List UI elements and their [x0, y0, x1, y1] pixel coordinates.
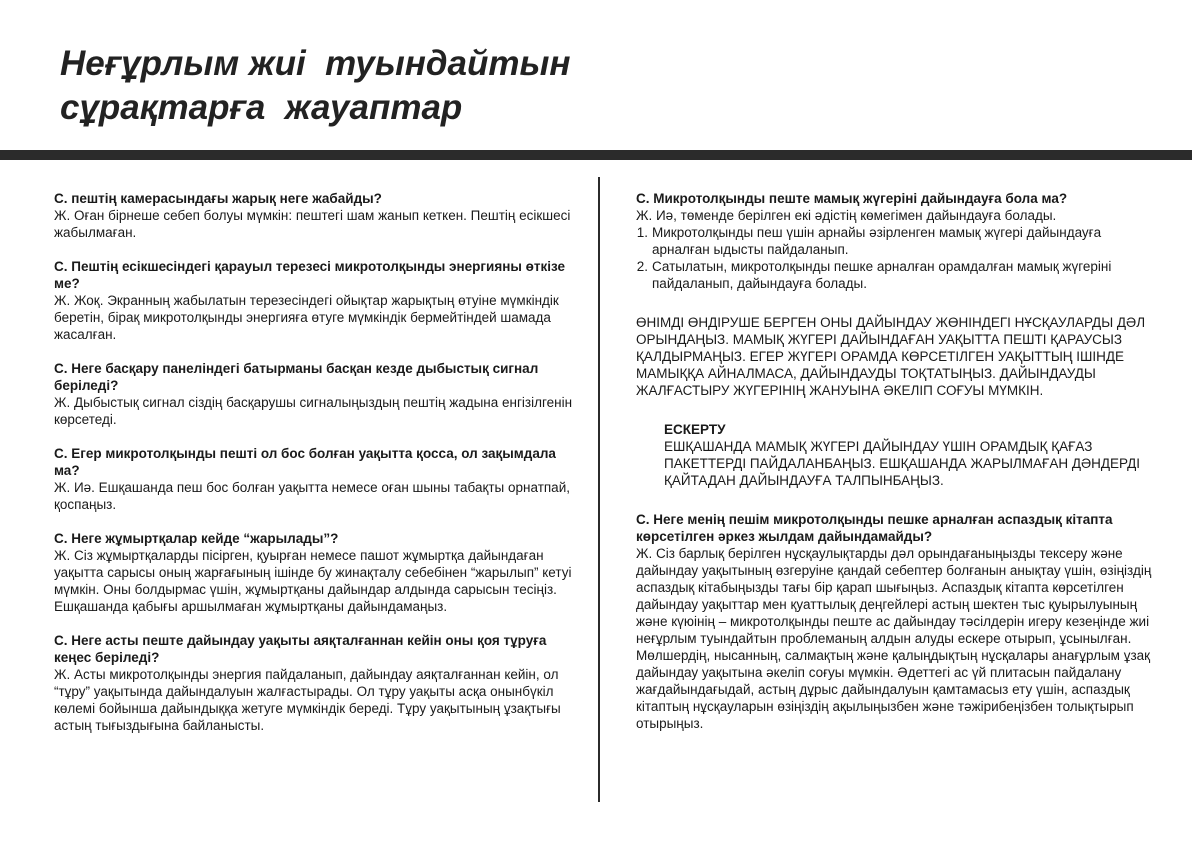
note-heading: ЕСКЕРТУ [664, 422, 726, 437]
list-item [636, 224, 1156, 258]
faq-question: С. Неге асты пеште дайындау уақыты аяқталғаннан кейін оны қоя тұруға кеңес беріледі? [54, 633, 547, 665]
faq-question: С. Пештің есікшесіндегі қарауыл терезесі микротолқынды энергияны өткізе ме? [54, 259, 566, 291]
faq-question: С. Неге жұмыртқалар кейде “жарылады”? [54, 531, 339, 546]
page-title-line-2: сұрақтарға жауаптар [60, 88, 463, 127]
faq-item [54, 530, 574, 615]
method-list [636, 224, 1156, 292]
faq-item [54, 632, 574, 734]
faq-item [54, 360, 574, 428]
faq-answer: Ж. Оған бірнеше себеп болуы мүмкін: пештегі шам жанып кеткен. Пештің есікшесі жабылмаған. [54, 208, 571, 240]
list-item-text: Микротолқынды пеш үшін арнайы әзірленген мамық жүгері дайындауға арналған ыдысты пайдаланып. [652, 225, 1102, 257]
header-rule [0, 150, 1192, 160]
right-column [636, 190, 1156, 749]
faq-answer: Ж. Иә, төменде берілген екі әдістің көмегімен дайындауға болады. [636, 208, 1057, 223]
faq-answer: Ж. Дыбыстық сигнал сіздің басқарушы сигналыңыздың пештің жадына енгізілгенін көрсетеді. [54, 395, 573, 427]
faq-item-cookbook [636, 511, 1156, 732]
note-block [664, 421, 1156, 489]
page-title [60, 42, 571, 130]
faq-answer: Ж. Сіз жұмыртқаларды пісірген, қуырған немесе пашот жұмыртқа дайындаған уақытта сарысы оның жарғағының ішінде бу жинақталу себебінен “жарылып” кетуі мүмкін. Оны болдырмас үшін, жұмыртқаны дайындар алдында сарысын тесіңіз. Ешқашанда қабығы аршылмаған жұмыртқаны дайындамаңыз. [54, 548, 572, 614]
list-item-number: 2. [636, 259, 648, 274]
faq-answer: Ж. Сіз барлық берілген нұсқаулықтарды дәл орындағаныңызды тексеру және дайындау уақытының өзгеруіне қандай себептер болғанын анықтау үшін, өзіңіздің аспаздық кітабыңызды тағы бір қарап шығыңыз. Аспаздық кітапта көрсетілген дайындау уақыттар мен қуаттылық деңгейлері астың шектен тыс қуырылуының және күюінің – микротолқынды пеште ас дайындау тәсілдерін игеру кезеңінде жиі неғұрлым туындайтын проблеманың алдын алуды ескере отырып, ұсынылған. Мөлшердің, нысанның, салмақтың және қалыңдықтың нұсқалары анағұрлым ұзақ дайындау уақытына әкеліп соғуы мүмкін. Әдеттегі ас үй плитасын пайдалану жағдайындағыдай, астың дұрыс дайындалуын қамтамасыз ету үшін, аспаздық кітаптың нұсқауларын өзіңіздің ақылыңызбен және тәжірибеңізбен толықтырып отырыңыз. [636, 546, 1152, 731]
faq-question: С. пештің камерасындағы жарық неге жабайды? [54, 191, 382, 206]
faq-answer: Ж. Жоқ. Экранның жабылатын терезесіндегі ойықтар жарықтың өтуіне мүмкіндік беретін, бірақ микротолқынды энергияға өтуге мүмкіндік бермейтіндей шамада жасалған. [54, 293, 559, 342]
faq-question: С. Неге менің пешім микротолқынды пешке арналған аспаздық кітапта көрсетілген әркез жылдам дайындамайды? [636, 512, 1113, 544]
faq-item-popcorn [636, 190, 1156, 292]
column-divider [598, 177, 600, 802]
faq-answer: Ж. Иә. Ешқашанда пеш бос болған уақытта немесе оған шыны табақты орнатпай, қоспаңыз. [54, 480, 570, 512]
faq-item [54, 190, 574, 241]
faq-answer: Ж. Асты микротолқынды энергия пайдаланып, дайындау аяқталғаннан кейін, ол “тұру” уақытында дайындалуын жалғастырады. Ол тұру уақыты асқа онынбүкіл көлемі бойынша дайындыққа жетуге мүмкіндік береді. Тұру уақытының ұзақтығы астың тығыздығына байланысты. [54, 667, 561, 733]
page-title-line-1: Неғұрлым жиі туындайтын [60, 44, 571, 83]
faq-item [54, 258, 574, 343]
faq-item [54, 445, 574, 513]
faq-question: С. Микротолқынды пеште мамық жүгеріні дайындауға бола ма? [636, 191, 1068, 206]
note-text: ЕШҚАШАНДА МАМЫҚ ЖҮГЕРІ ДАЙЫНДАУ ҮШІН ОРАМДЫҚ ҚАҒАЗ ПАКЕТТЕРДІ ПАЙДАЛАНБАҢЫЗ. ЕШҚАШАНДА ЖАРЫЛМАҒАН ДӘНДЕРДІ ҚАЙТАДАН ДАЙЫНДАУҒА ТАЛПЫНБАҢЫЗ. [664, 439, 1141, 488]
list-item-number: 1. [636, 225, 648, 240]
left-column [54, 190, 574, 751]
faq-question: С. Неге басқару панеліндегі батырманы басқан кезде дыбыстық сигнал беріледі? [54, 361, 539, 393]
faq-question: С. Егер микротолқынды пешті ол бос болған уақытта қосса, ол зақымдала ма? [54, 446, 556, 478]
list-item-text: Сатылатын, микротолқынды пешке арналған орамдалған мамық жүгеріні пайдаланып, дайындауға болады. [652, 259, 1112, 291]
list-item [636, 258, 1156, 292]
warning-text: ӨНІМДІ ӨНДІРУШЕ БЕРГЕН ОНЫ ДАЙЫНДАУ ЖӨНІНДЕГІ НҰСҚАУЛАРДЫ ДӘЛ ОРЫНДАҢЫЗ. МАМЫҚ ЖҮГЕРІ ДАЙЫНДАҒАН УАҚЫТТА ПЕШТІ ҚАРАУСЫЗ ҚАЛДЫРМАҢЫЗ. ЕГЕР ЖҮГЕРІ ОРАМДА КӨРСЕТІЛГЕН УАҚЫТТЫҢ ІШІНДЕ МАМЫҚҚА АЙНАЛМАСА, ДАЙЫНДАУДЫ ТОҚТАТЫҢЫЗ. ДАЙЫНДАУДЫ ЖАЛҒАСТЫРУ ЖҮГЕРІНІҢ ЖАНУЫНА ӘКЕЛІП СОҒУЫ МҮМКІН. [636, 315, 1146, 398]
